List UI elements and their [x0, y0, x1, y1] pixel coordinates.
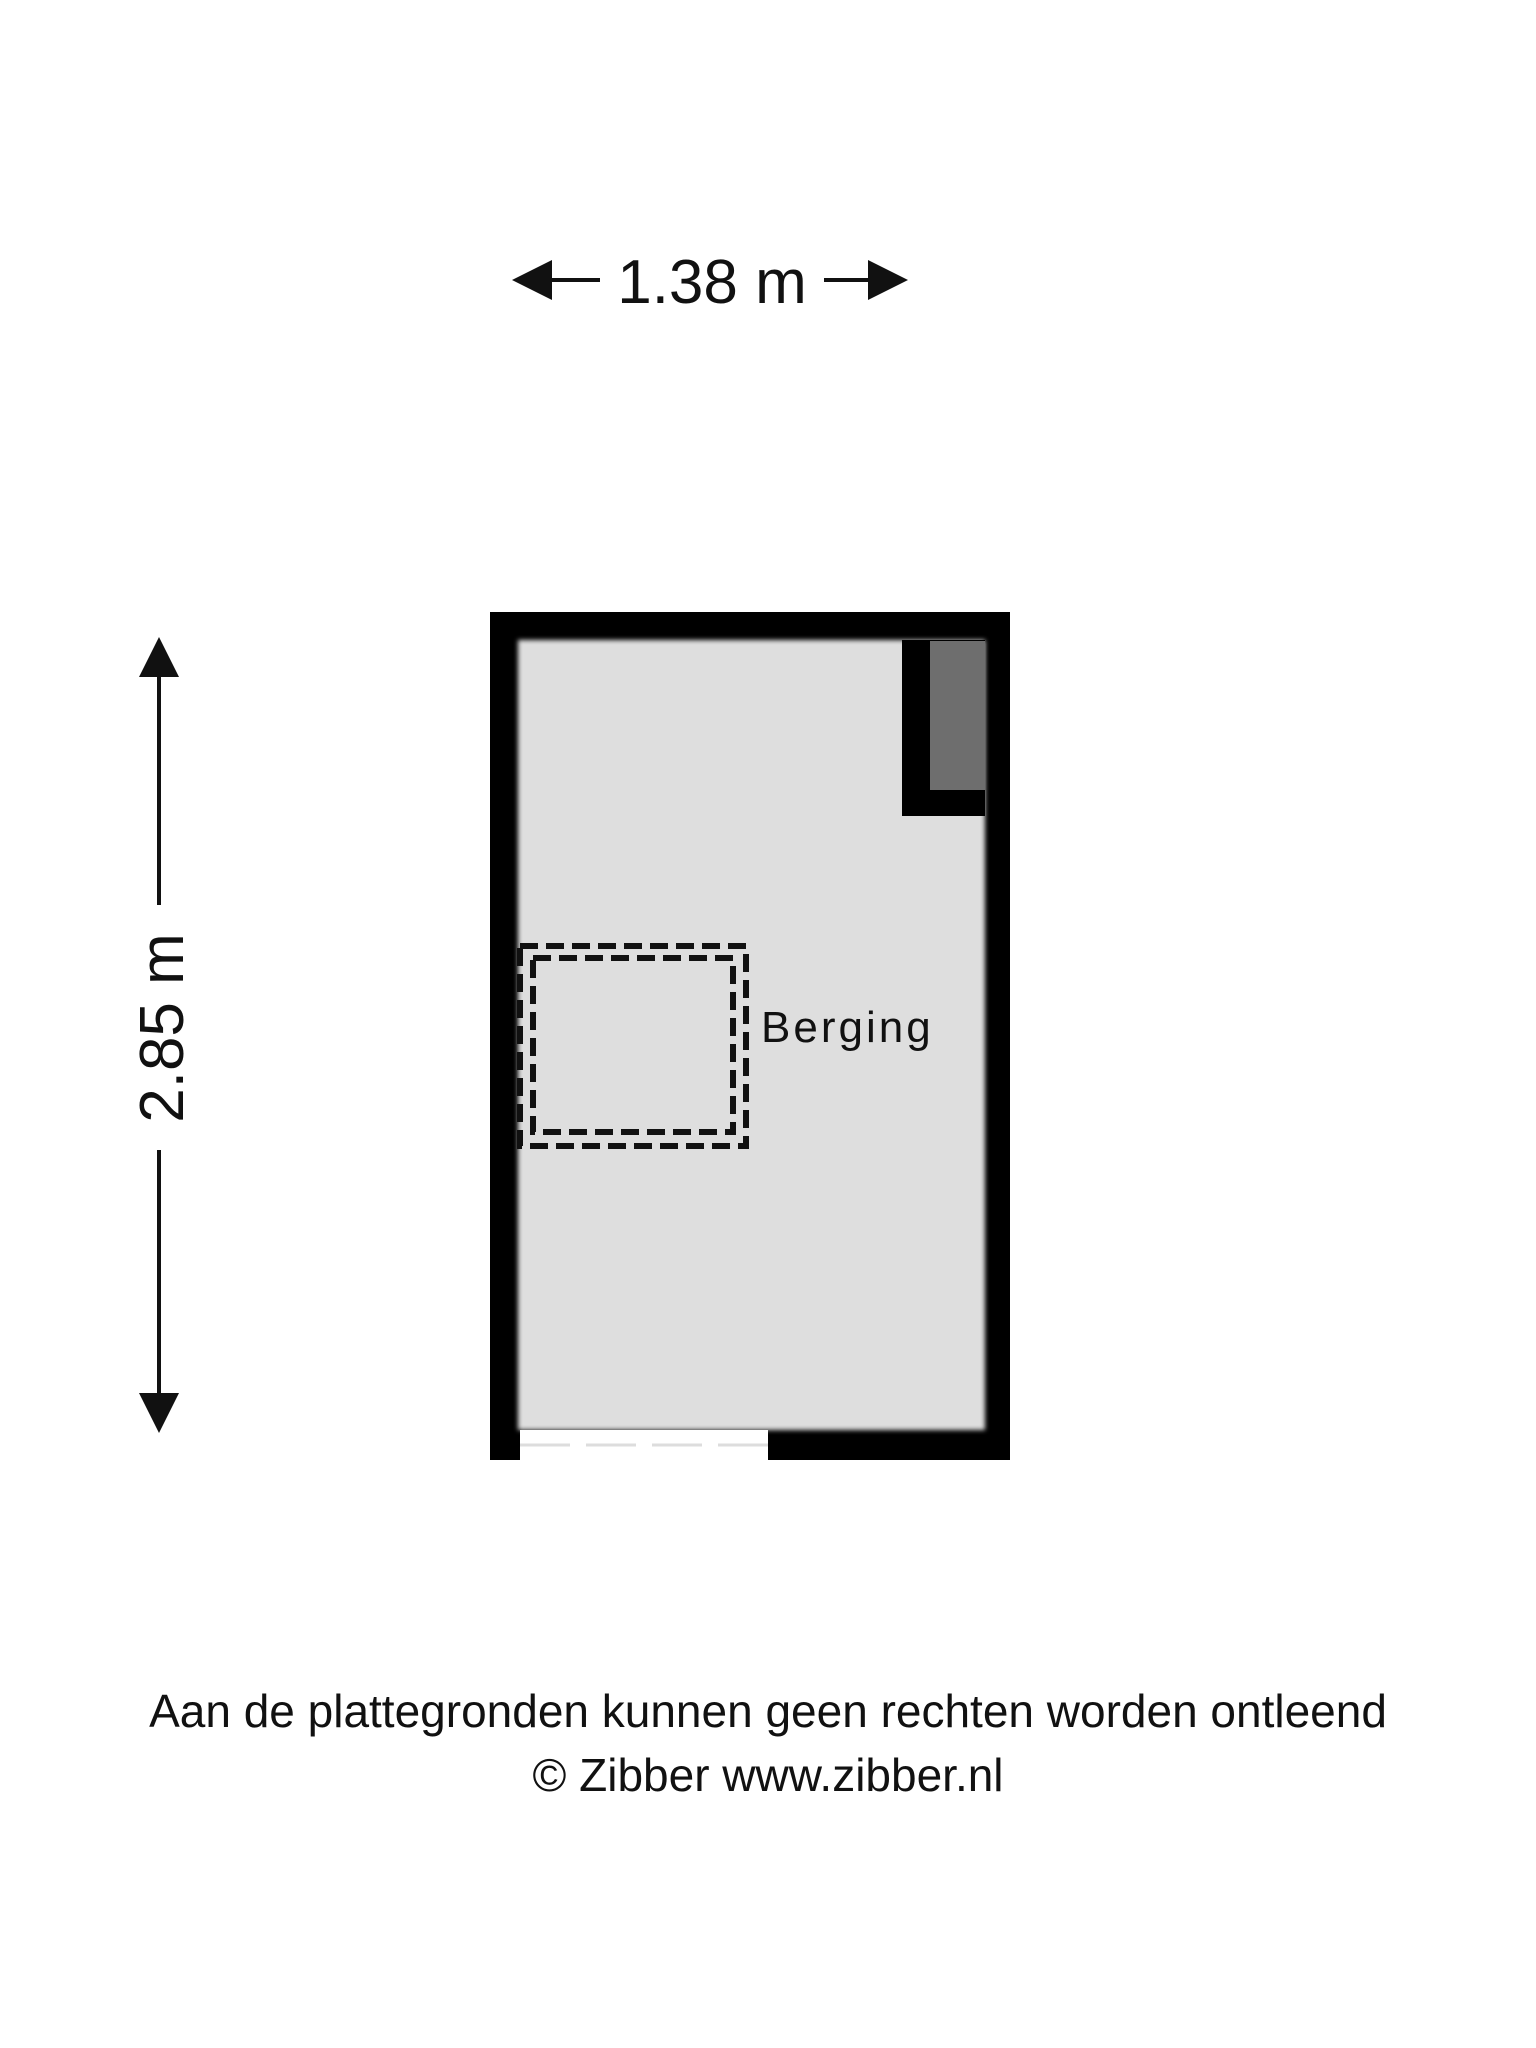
shaft	[930, 641, 985, 790]
room-label: Berging	[761, 1003, 934, 1052]
width-dimension	[520, 248, 900, 317]
width-label: 1.38 m	[617, 248, 807, 317]
height-label: 2.85 m	[128, 933, 197, 1123]
copyright-text: © Zibber www.zibber.nl	[532, 1749, 1004, 1801]
disclaimer-text: Aan de plattegronden kunnen geen rechten worden ontleend	[149, 1685, 1387, 1737]
height-dimension	[128, 645, 197, 1425]
